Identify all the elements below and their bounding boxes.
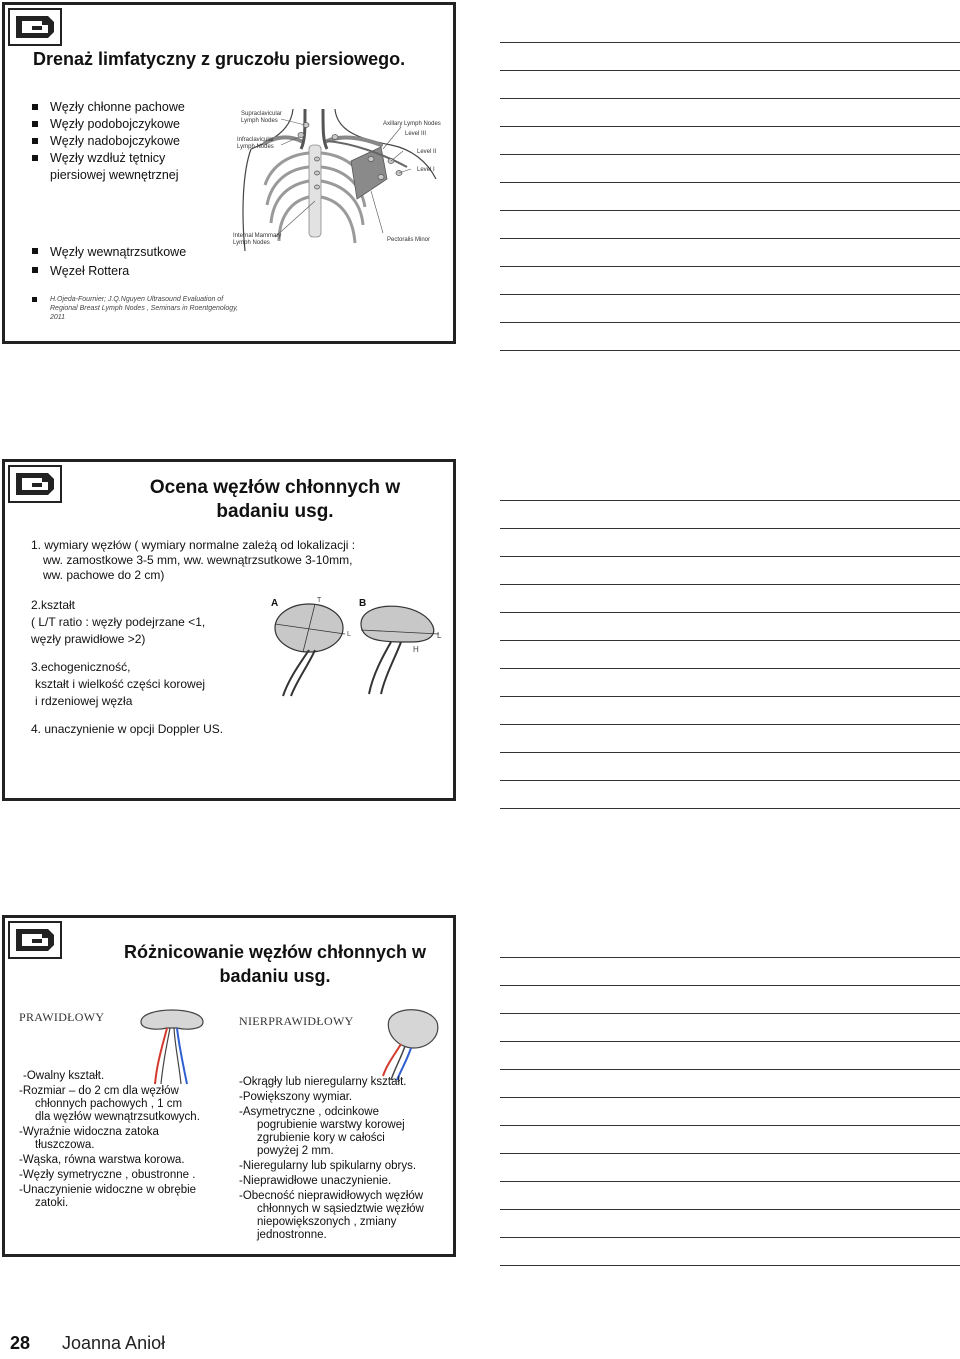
list-item: Węzły wzdłuż tętnicy <box>32 150 185 167</box>
figure-label-b: B <box>359 598 367 609</box>
title-line: Ocena węzłów chłonnych w <box>149 477 401 498</box>
title-line: Różnicowanie węzłów chłonnych w <box>123 942 427 962</box>
figure-label-l-b: L <box>437 631 442 640</box>
bullet-list-2 <box>32 243 186 281</box>
item-vascularity: 4. unaczynienie w opcji Doppler US. <box>31 722 224 736</box>
list-item: zgrubienie kory w całości <box>257 1132 385 1144</box>
abnormal-node-icon <box>375 1002 441 1082</box>
list-item: -Węzły symetryczne , obustronne . <box>19 1169 196 1181</box>
text-line: 2.kształt <box>31 598 76 612</box>
logo-icon <box>8 8 62 46</box>
normal-criteria-list <box>19 1070 200 1210</box>
slide-1-title: Drenaż limfatyczny z gruczołu piersiowego. <box>33 49 406 69</box>
slide-2-title <box>125 476 425 524</box>
list-item: Węzły nadobojczykowe <box>32 133 185 150</box>
list-item: tłuszczowa. <box>35 1139 95 1151</box>
item-shape <box>31 598 205 647</box>
label-infraclavicular: Infraclavicular <box>237 137 275 143</box>
label-supraclavicular-2: Lymph Nodes <box>241 118 278 124</box>
citation-line: 2011 <box>50 314 66 321</box>
list-item: dla węzłów wewnątrzsutkowych. <box>35 1111 200 1123</box>
list-item: chłonnych w sąsiedztwie węzłów <box>257 1203 424 1215</box>
slide-1 <box>2 2 456 344</box>
list-item: jednostronne. <box>257 1229 327 1241</box>
slide-3-title <box>105 940 445 988</box>
title-line: badaniu usg. <box>219 966 331 986</box>
item-echogenicity <box>31 660 205 709</box>
list-item: Węzły wewnątrzsutkowe <box>32 243 186 262</box>
abnormal-criteria-list <box>239 1076 424 1242</box>
label-normal: PRAWIDŁOWY <box>19 1010 105 1024</box>
title-line: badaniu usg. <box>216 501 334 522</box>
bullet-list-1 <box>32 99 185 184</box>
logo-icon <box>8 465 62 503</box>
list-item: powyżej 2 mm. <box>257 1145 334 1157</box>
citation-line: Regional Breast Lymph Nodes , Seminars in Roentgenology, <box>50 305 239 312</box>
text-line: ( L/T ratio : węzły podejrzane <1, <box>31 615 206 629</box>
list-item: zatoki. <box>35 1197 69 1209</box>
list-item: -Nieregularny lub spikularny obrys. <box>239 1160 417 1172</box>
label-internal-mammary: Internal Mammary <box>233 233 282 239</box>
lymph-node-anatomy-diagram <box>231 101 453 251</box>
node-shape-figure <box>261 590 451 700</box>
list-item: niepowiększonych , zmiany <box>257 1216 397 1228</box>
list-item: -Rozmiar – do 2 cm dla węzłów <box>19 1085 179 1097</box>
citation <box>32 295 238 322</box>
list-item: -Powiększony wymiar. <box>239 1091 353 1103</box>
citation-bullet-icon <box>32 297 37 302</box>
item-dimensions <box>31 538 355 583</box>
label-level-1: Level I <box>417 167 435 173</box>
slide-3 <box>2 915 456 1257</box>
list-item: chłonnych pachowych , 1 cm <box>35 1098 183 1110</box>
label-supraclavicular: Supraclavicular <box>241 111 283 117</box>
list-item: -Asymetryczne , odcinkowe <box>239 1106 379 1118</box>
text-line: ww. pachowe do 2 cm) <box>43 568 165 582</box>
list-item: Węzeł Rottera <box>32 262 186 281</box>
author-name: Joanna Anioł <box>62 1333 166 1353</box>
list-item: -Wyraźnie widoczna zatoka <box>19 1126 159 1138</box>
text-line: 3.echogeniczność, <box>31 660 131 674</box>
list-item: -Obecność nieprawidłowych węzłów <box>239 1190 424 1202</box>
label-infraclavicular-2: Lymph Nodes <box>237 144 274 150</box>
list-item: pogrubienie warstwy korowej <box>257 1119 405 1131</box>
figure-label-t: T <box>317 597 322 604</box>
list-item: -Okrągły lub nieregularny kształt. <box>239 1076 407 1088</box>
list-item: -Owalny kształt. <box>23 1070 105 1082</box>
logo-icon <box>8 921 62 959</box>
label-axillary: Axillary Lymph Nodes <box>383 121 441 127</box>
page-number: 28 <box>10 1333 31 1353</box>
figure-label-a: A <box>271 598 279 609</box>
label-internal-mammary-2: Lymph Nodes <box>233 240 270 246</box>
slide-2 <box>2 459 456 801</box>
label-level-2: Level II <box>417 149 437 155</box>
list-item-continuation: piersiowej wewnętrznej <box>50 168 179 182</box>
label-level-3: Level III <box>405 131 427 137</box>
list-item: -Unaczynienie widoczne w obrębie <box>19 1184 197 1196</box>
figure-label-l: L <box>347 631 351 638</box>
text-line: kształt i wielkość części korowej <box>35 677 206 691</box>
text-line: ww. zamostkowe 3-5 mm, ww. wewnątrzsutkowe 3-10mm, <box>43 553 353 567</box>
label-pectoralis-minor: Pectoralis Minor <box>387 237 431 243</box>
list-item: Węzły chłonne pachowe <box>32 99 185 116</box>
list-item: Węzły podobojczykowe <box>32 116 185 133</box>
figure-label-h: H <box>413 645 419 654</box>
label-abnormal: NIERPRAWIDŁOWY <box>239 1014 354 1028</box>
text-line: 1. wymiary węzłów ( wymiary normalne zależą od lokalizacji : <box>31 538 356 552</box>
citation-line: H.Ojeda-Fournier; J.Q.Nguyen Ultrasound Evaluation of <box>50 296 224 303</box>
list-item: -Wąska, równa warstwa korowa. <box>19 1154 185 1166</box>
list-item: -Nieprawidłowe unaczynienie. <box>239 1175 392 1187</box>
text-line: węzły prawidłowe >2) <box>31 632 146 646</box>
text-line: i rdzeniowej węzła <box>35 694 133 708</box>
